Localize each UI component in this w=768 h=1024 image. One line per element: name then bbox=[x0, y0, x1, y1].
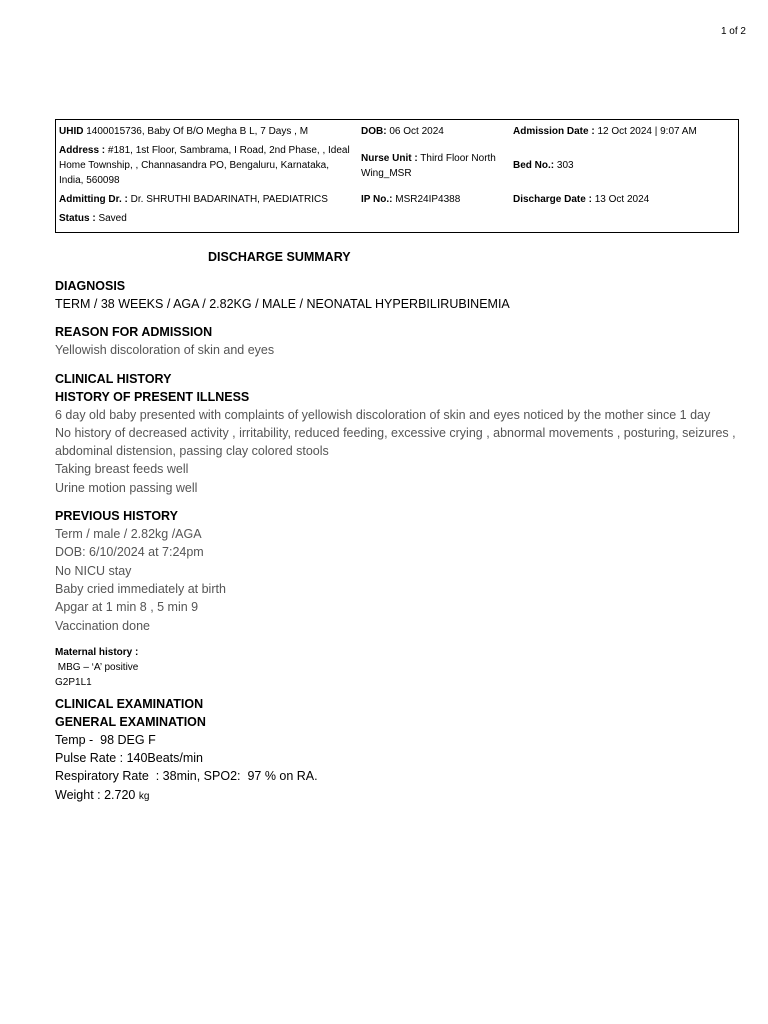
uhid-field: UHID 1400015736, Baby Of B/O Megha B L, 7 Days , M bbox=[59, 126, 309, 137]
reason-heading: REASON FOR ADMISSION bbox=[55, 325, 213, 340]
admission-date-field: Admission Date : 12 Oct 2024 | 9:07 AM bbox=[513, 126, 697, 137]
admitting-doctor-field: Admitting Dr. : Dr. SHRUTHI BADARINATH, PAEDIATRICS bbox=[59, 194, 328, 205]
discharge-date-field: Discharge Date : 13 Oct 2024 bbox=[513, 194, 650, 205]
weight-line: Weight : 2.720 kg bbox=[55, 787, 150, 802]
history-line: Urine motion passing well bbox=[55, 480, 198, 495]
previous-history-heading: PREVIOUS HISTORY bbox=[55, 509, 178, 524]
page-number: 1 of 2 bbox=[720, 26, 746, 37]
previous-history-line: Apgar at 1 min 8 , 5 min 9 bbox=[55, 600, 199, 615]
maternal-history-line: G2P1L1 bbox=[55, 676, 92, 688]
present-illness-heading: HISTORY OF PRESENT ILLNESS bbox=[55, 389, 250, 404]
history-line: Taking breast feeds well bbox=[55, 462, 189, 477]
nurse-unit-field: Nurse Unit : Third Floor North Wing_MSR bbox=[361, 152, 496, 179]
summary-content bbox=[55, 277, 745, 806]
document-title: DISCHARGE SUMMARY bbox=[208, 250, 351, 264]
history-line: 6 day old baby presented with complaints of yellowish discoloration of skin and eyes noticed by the mother since 1 day bbox=[55, 407, 711, 422]
patient-info-box bbox=[55, 119, 739, 233]
previous-history-line: Vaccination done bbox=[55, 618, 150, 633]
previous-history-line: Baby cried immediately at birth bbox=[55, 581, 226, 596]
general-exam-heading: GENERAL EXAMINATION bbox=[55, 714, 206, 729]
diagnosis-text: TERM / 38 WEEKS / AGA / 2.82KG / MALE / NEONATAL HYPERBILIRUBINEMIA bbox=[55, 297, 510, 311]
clinical-history-heading: CLINICAL HISTORY bbox=[55, 371, 172, 386]
previous-history-line: DOB: 6/10/2024 at 7:24pm bbox=[55, 545, 204, 560]
status-field: Status : Saved bbox=[59, 213, 127, 224]
reason-text: Yellowish discoloration of skin and eyes bbox=[55, 343, 275, 358]
respiratory-line: Respiratory Rate : 38min, SPO2: 97 % on RA. bbox=[55, 769, 318, 784]
previous-history-line: No NICU stay bbox=[55, 563, 132, 578]
diagnosis-heading: DIAGNOSIS bbox=[55, 279, 126, 293]
dob-field: DOB: 06 Oct 2024 bbox=[361, 126, 444, 137]
temperature-line: Temp - 98 DEG F bbox=[55, 732, 156, 747]
history-line: No history of decreased activity , irritability, reduced feeding, excessive crying , abnormal movements , posturing, seizures , abdominal distension, passing clay colored stools bbox=[55, 425, 736, 459]
pulse-line: Pulse Rate : 140Beats/min bbox=[55, 751, 203, 766]
bed-number-field: Bed No.: 303 bbox=[513, 160, 574, 171]
clinical-exam-heading: CLINICAL EXAMINATION bbox=[55, 696, 204, 711]
maternal-history bbox=[55, 645, 745, 690]
ip-number-field: IP No.: MSR24IP4388 bbox=[361, 194, 461, 205]
maternal-history-label: Maternal history : bbox=[55, 646, 139, 658]
address-field: Address : #181, 1st Floor, Sambrama, I Road, 2nd Phase, , Ideal Home Township, , Channasandra PO, Bengaluru, Karnataka, India, 560098 bbox=[59, 145, 350, 186]
maternal-history-line: MBG – ‘A’ positive bbox=[55, 661, 139, 673]
previous-history-line: Term / male / 2.82kg /AGA bbox=[55, 527, 202, 542]
